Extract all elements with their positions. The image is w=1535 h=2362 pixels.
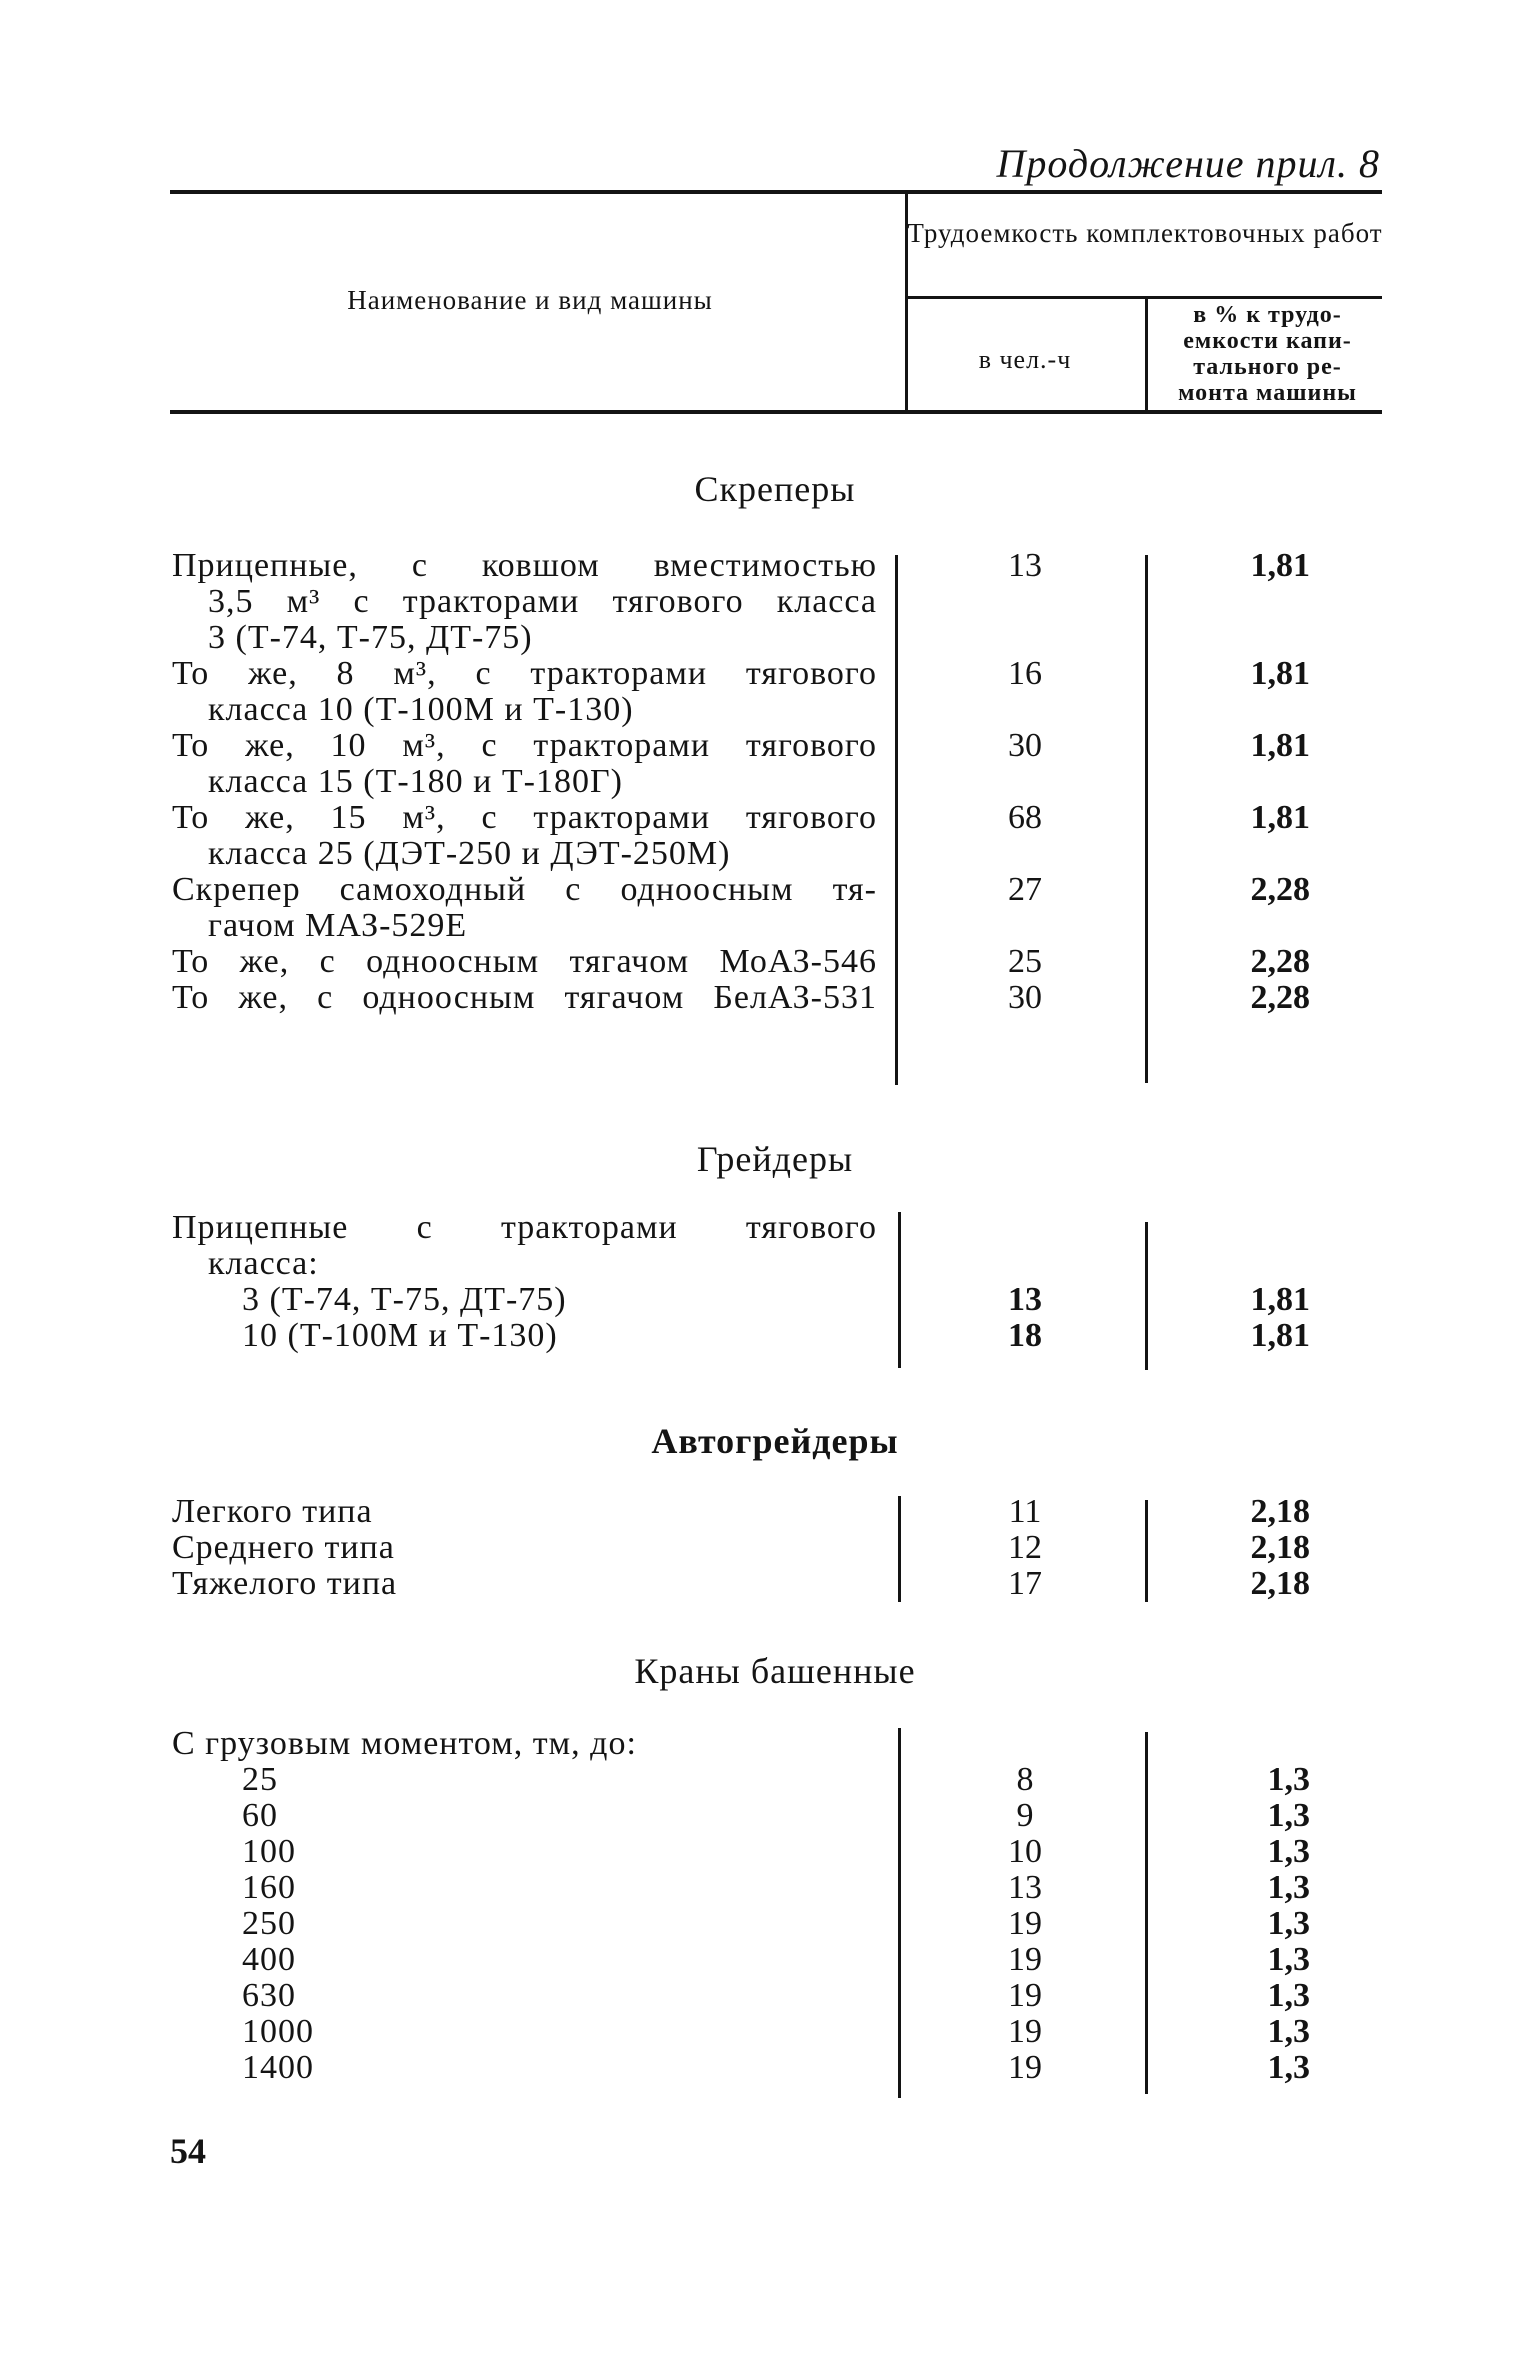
percent-value: 2,28 <box>1250 871 1310 908</box>
man-hours-value: 18 <box>1008 1317 1042 1354</box>
percent-value: 1,81 <box>1250 727 1310 764</box>
row-name-line: 160 <box>242 1869 296 1906</box>
row-name-line: класса: <box>208 1245 319 1282</box>
row-name-line: 3,5 м³ с тракторами тягового класса <box>208 583 877 620</box>
row-name-line: 630 <box>242 1977 296 2014</box>
column-divider <box>1145 1222 1148 1370</box>
column-divider <box>1145 555 1148 1083</box>
header-top-rule <box>170 190 1382 194</box>
man-hours-value: 68 <box>1008 799 1042 836</box>
percent-value: 1,3 <box>1267 1977 1310 2014</box>
row-name-line: То же, 8 м³, с тракторами тягового <box>172 655 877 692</box>
row-name-line: Прицепные, с ковшом вместимостью <box>172 547 877 584</box>
header-percent <box>1150 302 1385 406</box>
row-name-line: Тяжелого типа <box>172 1565 398 1602</box>
row-name-line: 3 (Т-74, Т-75, ДТ-75) <box>242 1281 567 1318</box>
man-hours-value: 19 <box>1008 1905 1042 1942</box>
man-hours-value: 19 <box>1008 1977 1042 2014</box>
row-name-line: Легкого типа <box>172 1493 373 1530</box>
row-name-line: 10 (Т-100М и Т-130) <box>242 1317 558 1354</box>
man-hours-value: 27 <box>1008 871 1042 908</box>
man-hours-value: 30 <box>1008 727 1042 764</box>
man-hours-value: 12 <box>1008 1529 1042 1566</box>
row-name-line: 1000 <box>242 2013 314 2050</box>
header-percent-line: монта машины <box>1178 380 1357 406</box>
header-machine-name: Наименование и вид машины <box>347 285 713 315</box>
row-name-line: гачом МАЗ-529Е <box>208 907 468 944</box>
page-number: 54 <box>170 2131 206 2171</box>
row-name-line: класса 10 (Т-100М и Т-130) <box>208 691 634 728</box>
percent-value: 2,18 <box>1250 1493 1310 1530</box>
row-name-line: 400 <box>242 1941 296 1978</box>
man-hours-value: 13 <box>1008 547 1042 584</box>
man-hours-value: 16 <box>1008 655 1042 692</box>
section-title-graders: Грейдеры <box>696 1139 854 1179</box>
man-hours-value: 25 <box>1008 943 1042 980</box>
percent-value: 1,3 <box>1267 1869 1310 1906</box>
section-title-autograders: Автогрейдеры <box>651 1421 899 1461</box>
percent-value: 1,3 <box>1267 2049 1310 2086</box>
percent-value: 1,3 <box>1267 1833 1310 1870</box>
header-percent-line: в % к трудо- <box>1193 302 1342 328</box>
row-name-line: 250 <box>242 1905 296 1942</box>
row-name-line: То же, 15 м³, с тракторами тягового <box>172 799 877 836</box>
percent-value: 2,18 <box>1250 1565 1310 1602</box>
row-name-line: 60 <box>242 1797 278 1834</box>
row-name-line: Прицепные с тракторами тягового <box>172 1209 877 1246</box>
man-hours-value: 13 <box>1008 1281 1042 1318</box>
man-hours-value: 19 <box>1008 2049 1042 2086</box>
column-divider <box>1145 1500 1148 1602</box>
row-name-line: класса 15 (Т-180 и Т-180Г) <box>208 763 623 800</box>
percent-value: 2,28 <box>1250 943 1310 980</box>
header-man-hours: в чел.-ч <box>978 345 1072 374</box>
man-hours-value: 17 <box>1008 1565 1042 1602</box>
row-name-line: класса 25 (ДЭТ-250 и ДЭТ-250М) <box>208 835 731 872</box>
man-hours-value: 30 <box>1008 979 1042 1016</box>
row-name-line: То же, 10 м³, с тракторами тягового <box>172 727 877 764</box>
man-hours-value: 11 <box>1008 1493 1042 1530</box>
row-name-line: 1400 <box>242 2049 314 2086</box>
header-bottom-rule <box>170 410 1382 414</box>
percent-value: 1,81 <box>1250 799 1310 836</box>
percent-value: 1,3 <box>1267 1797 1310 1834</box>
section-title-tower-cranes: Краны башенные <box>634 1651 916 1691</box>
percent-value: 1,81 <box>1250 547 1310 584</box>
column-divider <box>898 1496 901 1602</box>
header-percent-line: тального ре- <box>1193 354 1342 380</box>
row-name-line: 3 (Т-74, Т-75, ДТ-75) <box>208 619 533 656</box>
column-divider <box>898 1728 901 2098</box>
man-hours-value: 19 <box>1008 2013 1042 2050</box>
column-divider <box>898 1212 901 1368</box>
row-name-line: То же, с одноосным тягачом МоАЗ-546 <box>172 943 877 980</box>
percent-value: 1,3 <box>1267 1761 1310 1798</box>
header-divider-2 <box>1145 298 1148 410</box>
man-hours-value: 13 <box>1008 1869 1042 1906</box>
man-hours-value: 19 <box>1008 1941 1042 1978</box>
row-name-line: 25 <box>242 1761 278 1798</box>
row-name-line: Скрепер самоходный с одноосным тя- <box>172 871 877 908</box>
percent-value: 1,3 <box>1267 2013 1310 2050</box>
column-divider <box>895 555 898 995</box>
percent-value: 1,3 <box>1267 1905 1310 1942</box>
column-divider <box>1145 1732 1148 2094</box>
column-divider <box>895 985 898 1085</box>
percent-value: 2,18 <box>1250 1529 1310 1566</box>
continuation-heading: Продолжение прил. 8 <box>996 141 1380 186</box>
header-labor-intensity: Трудоемкость комплектовочных работ <box>907 218 1383 248</box>
percent-value: 1,81 <box>1250 655 1310 692</box>
percent-value: 1,3 <box>1267 1941 1310 1978</box>
percent-value: 1,81 <box>1250 1317 1310 1354</box>
row-name-line: 100 <box>242 1833 296 1870</box>
header-percent-line: емкости капи- <box>1183 328 1352 354</box>
row-name-line: Среднего типа <box>172 1529 395 1566</box>
man-hours-value: 9 <box>1016 1797 1034 1834</box>
man-hours-value: 10 <box>1008 1833 1042 1870</box>
percent-value: 2,28 <box>1250 979 1310 1016</box>
section-title-scrapers: Скреперы <box>694 469 856 509</box>
percent-value: 1,81 <box>1250 1281 1310 1318</box>
row-name-line: С грузовым моментом, тм, до: <box>172 1725 637 1762</box>
man-hours-value: 8 <box>1016 1761 1034 1798</box>
row-name-line: То же, с одноосным тягачом БелАЗ-531 <box>172 979 877 1016</box>
